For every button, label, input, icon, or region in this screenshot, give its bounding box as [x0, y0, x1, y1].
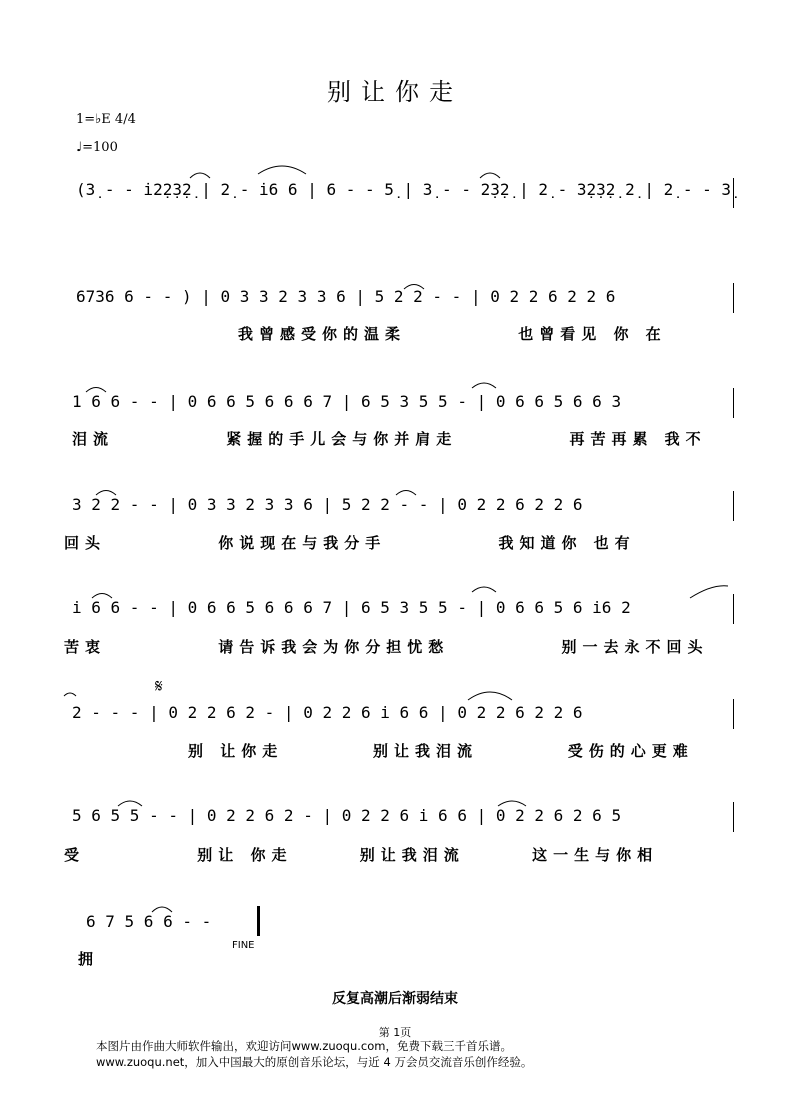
lyrics-line-5: 苦衷 请告诉我会为你分担忧愁 别一去永不回头	[64, 638, 709, 656]
lyrics-line-8: 拥	[78, 950, 100, 968]
lyrics-line-3: 泪流 紧握的手儿会与你并肩走 再苦再累 我不	[72, 430, 707, 448]
page-number: 第 1页	[378, 1026, 412, 1039]
lyrics-line-2: 我曾感受你的温柔 也曾看见 你 在	[238, 325, 667, 343]
lyrics-line-7: 受 别让 你走 别让我泪流 这一生与你相	[64, 846, 659, 864]
fine-label: FINE	[232, 940, 255, 951]
notes-line-5: i 6 6 - - | 0 6 6 5 6 6 6 7 | 6 5 3 5 5 - | 0 6 6 5 6 i6 2	[72, 598, 631, 617]
footer-line-2: www.zuoqu.net，加入中国最大的原创音乐论坛，与近 4 万会员交流音乐创作经验。	[96, 1055, 533, 1069]
lyrics-line-4: 回头 你说现在与我分手 我知道你 也有	[64, 534, 636, 552]
notes-line-7: 5 6 5 5 - - | 0 2 2 6 2 - | 0 2 2 6 i 6 6 | 0 2 2 6 2 6 5	[72, 806, 622, 825]
tempo-marking: ♩=100	[76, 140, 118, 155]
ending-instruction: 反复高潮后渐弱结束	[332, 991, 458, 1007]
key-signature: 1=♭E 4/4	[76, 112, 136, 127]
footer-line-1: 本图片由作曲大师软件输出，欢迎访问www.zuoqu.com，免费下载三千首乐谱。	[96, 1039, 512, 1053]
segno-icon: 𝄋	[155, 676, 163, 697]
notes-line-2: 6736 6 - - ) | 0 3 3 2 3 3 6 | 5 2 2 - - | 0 2 2 6 2 2 6	[76, 287, 616, 306]
notes-line-3: 1 6 6 - - | 0 6 6 5 6 6 6 7 | 6 5 3 5 5 - | 0 6 6 5 6 6 3	[72, 392, 622, 411]
lyrics-line-6: 别 让你走 别让我泪流 受伤的心更难	[188, 742, 694, 760]
notes-line-6: 2 - - - | 0 2 2 6 2 - | 0 2 2 6 i 6 6 | 0 2 2 6 2 2 6	[72, 703, 583, 722]
song-title: 别让你走	[327, 78, 463, 106]
notes-line-8: 6 7 5 6 6 - -	[86, 912, 212, 931]
notes-line-1: (3̣ - - i̇2̣2̣3̣2̣ | 2̣ - i̇6 6 | 6 - - 5̣ | 3̣ - - 2̣3̣2̣ | 2̣ - 3̣2̣3̣2̣ 2̣ | 2̣ - - 3̣	[76, 180, 732, 199]
notes-line-4: 3 2 2 - - | 0 3 3 2 3 3 6 | 5 2 2 - - | 0 2 2 6 2 2 6	[72, 495, 583, 514]
